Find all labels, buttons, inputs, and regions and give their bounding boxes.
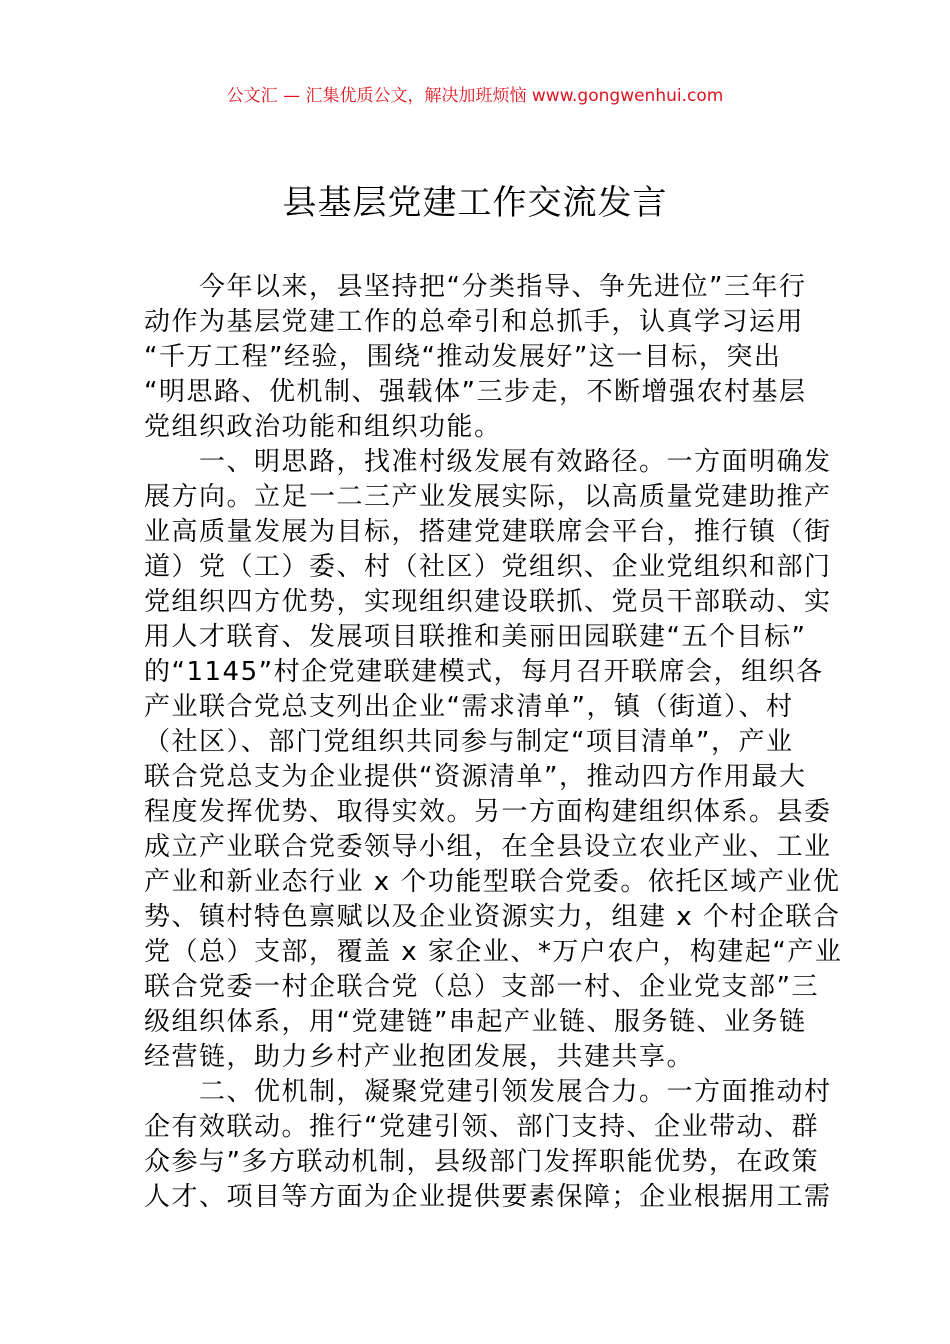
paragraph-line: 企有效联动。推行“党建引领、部门支持、企业带动、群 — [144, 1112, 819, 1142]
paragraph-line: “明思路、优机制、强载体”三步走，不断增强农村基层 — [144, 377, 807, 407]
document-body — [144, 270, 844, 1215]
paragraph-line: “千万工程”经验，围绕“推动发展好”这一目标，突出 — [144, 342, 782, 372]
paragraph-line: 联合党总支为企业提供“资源清单”，推动四方作用最大 — [144, 762, 807, 792]
paragraph-line: 级组织体系，用“党建链”串起产业链、服务链、业务链 — [144, 1007, 807, 1037]
paragraph-line: 展方向。立足一二三产业发展实际，以高质量党建助推产 — [144, 482, 832, 512]
document-title: 县基层党建工作交流发言 — [282, 183, 668, 223]
paragraph-line: 产业联合党总支列出企业“需求清单”，镇（街道）、村 — [144, 692, 794, 722]
paragraph-line: 经营链，助力乡村产业抱团发展，共建共享。 — [144, 1042, 695, 1072]
paragraph-line: 联合党委一村企联合党（总）支部一村、企业党支部”三 — [144, 972, 819, 1002]
paragraph-line: 势、镇村特色禀赋以及企业资源实力，组建 x 个村企联合 — [144, 902, 841, 932]
paragraph-line: 用人才联育、发展项目联推和美丽田园联建“五个目标” — [144, 622, 807, 652]
paragraph-line: 二、优机制，凝聚党建引领发展合力。一方面推动村 — [144, 1077, 832, 1107]
paragraph-line: 党组织四方优势，实现组织建设联抓、党员干部联动、实 — [144, 587, 832, 617]
paragraph-line: 一、明思路，找准村级发展有效路径。一方面明确发 — [144, 447, 832, 477]
paragraph-line: 的“1145”村企党建联建模式，每月召开联席会，组织各 — [144, 657, 824, 687]
paragraph-line: 众参与”多方联动机制，县级部门发挥职能优势，在政策 — [144, 1147, 819, 1177]
paragraph-line: 党（总）支部，覆盖 x 家企业、*万户农户，构建起“产业 — [144, 937, 843, 967]
paragraph-line: 今年以来，县坚持把“分类指导、争先进位”三年行 — [144, 272, 807, 302]
paragraph-line: 人才、项目等方面为企业提供要素保障；企业根据用工需 — [144, 1182, 832, 1212]
watermark-header: 公文汇 — 汇集优质公文，解决加班烦恼 www.gongwenhui.com — [226, 86, 724, 106]
paragraph-line: 道）党（工）委、村（社区）党组织、企业党组织和部门 — [144, 552, 832, 582]
paragraph-line: 党组织政治功能和组织功能。 — [144, 412, 502, 442]
paragraph-line: 动作为基层党建工作的总牵引和总抓手，认真学习运用 — [144, 307, 805, 337]
paragraph-line: 业高质量发展为目标，搭建党建联席会平台，推行镇（街 — [144, 517, 832, 547]
paragraph-line: 成立产业联合党委领导小组，在全县设立农业产业、工业 — [144, 832, 832, 862]
paragraph-line: 产业和新业态行业 x 个功能型联合党委。依托区域产业优 — [144, 867, 841, 897]
paragraph-line: 程度发挥优势、取得实效。另一方面构建组织体系。县委 — [144, 797, 832, 827]
paragraph-line: （社区）、部门党组织共同参与制定“项目清单”，产业 — [144, 727, 794, 757]
